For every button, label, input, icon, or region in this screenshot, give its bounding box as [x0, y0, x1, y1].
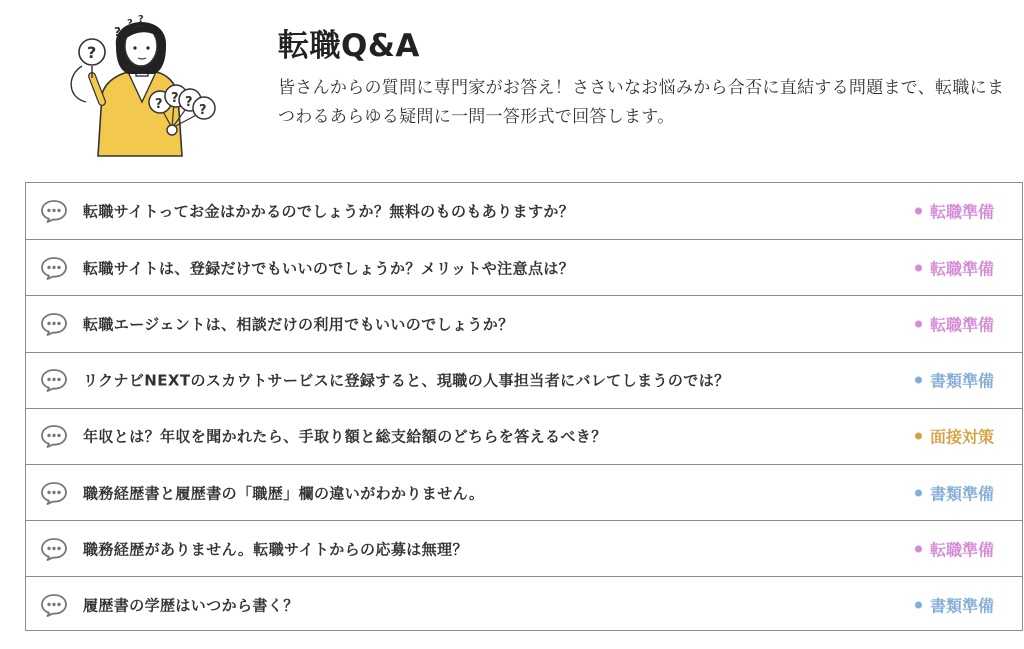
qa-question-text: リクナビNEXTのスカウトサービスに登録すると、現職の人事担当者にバレてしまうのでは？ [83, 371, 730, 390]
qa-question-text: 職務経歴がありません。転職サイトからの応募は無理？ [83, 540, 468, 559]
qa-question-text: 転職サイトは、登録だけでもいいのでしょうか？メリットや注意点は？ [83, 259, 575, 278]
qa-category-tag [915, 593, 994, 616]
category-dot-icon [915, 545, 922, 552]
speech-bubble-icon [40, 256, 68, 280]
qa-category-tag [915, 256, 994, 279]
qa-category-tag [915, 537, 994, 560]
speech-bubble-icon [40, 593, 68, 617]
svg-text:?: ? [155, 97, 163, 112]
qa-list-item[interactable] [26, 464, 1022, 520]
qa-category-tag [915, 481, 994, 504]
qa-category-tag [915, 200, 994, 223]
qa-list-item[interactable] [26, 239, 1022, 295]
category-dot-icon [915, 264, 922, 271]
qa-question-text: 年収とは？年収を聞かれたら、手取り額と総支給額のどちらを答えるべき？ [83, 427, 607, 446]
category-dot-icon [915, 433, 922, 440]
qa-list-item[interactable] [26, 408, 1022, 464]
svg-text:?: ? [87, 43, 97, 62]
qa-question-text: 職務経歴書と履歴書の「職歴」欄の違いがわかりません。 [83, 484, 485, 503]
svg-text:?: ? [138, 14, 144, 25]
speech-bubble-icon [40, 368, 68, 392]
qa-category-tag [915, 312, 994, 335]
qa-question-text: 履歴書の学歴はいつから書く？ [83, 596, 299, 615]
qa-category-label: 転職準備 [929, 540, 994, 560]
svg-text:?: ? [199, 103, 207, 118]
qa-category-label: 書類準備 [929, 484, 994, 504]
svg-text:?: ? [127, 18, 133, 29]
qa-question-text: 転職エージェントは、相談だけの利用でもいいのでしょうか？ [83, 315, 514, 334]
qa-list-item[interactable] [26, 352, 1022, 408]
qa-list [25, 182, 1023, 631]
speech-bubble-icon [40, 537, 68, 561]
qa-category-label: 書類準備 [929, 371, 994, 391]
category-dot-icon [915, 320, 922, 327]
qa-category-label: 転職準備 [929, 259, 994, 279]
qa-category-label: 転職準備 [929, 315, 994, 335]
speech-bubble-icon [40, 312, 68, 336]
qa-category-label: 転職準備 [929, 202, 994, 222]
qa-list-item[interactable] [26, 520, 1022, 576]
qa-list-item[interactable] [26, 295, 1022, 351]
category-dot-icon [915, 377, 922, 384]
qa-list-item[interactable] [26, 576, 1022, 632]
qa-category-label: 面接対策 [929, 427, 994, 447]
qa-question-text: 転職サイトってお金はかかるのでしょうか？無料のものもありますか？ [83, 202, 575, 221]
qa-category-tag [915, 425, 994, 448]
speech-bubble-icon [40, 424, 68, 448]
qa-category-label: 書類準備 [929, 596, 994, 616]
category-dot-icon [915, 601, 922, 608]
category-dot-icon [915, 489, 922, 496]
page-description: 皆さんからの質問に専門家がお答え！ささいなお悩みから合否に直結する問題まで、転職にまつわるあらゆる疑問に一問一答形式で回答します。 [278, 78, 1005, 127]
svg-text:?: ? [114, 25, 121, 39]
speech-bubble-icon [40, 199, 68, 223]
qa-category-tag [915, 369, 994, 392]
businesswoman-question-illustration [62, 6, 222, 158]
qa-list-item[interactable] [26, 183, 1022, 239]
page-title: 転職Q&A [278, 28, 420, 64]
svg-text:?: ? [185, 95, 193, 110]
category-dot-icon [915, 208, 922, 215]
speech-bubble-icon [40, 481, 68, 505]
svg-text:?: ? [171, 91, 179, 106]
